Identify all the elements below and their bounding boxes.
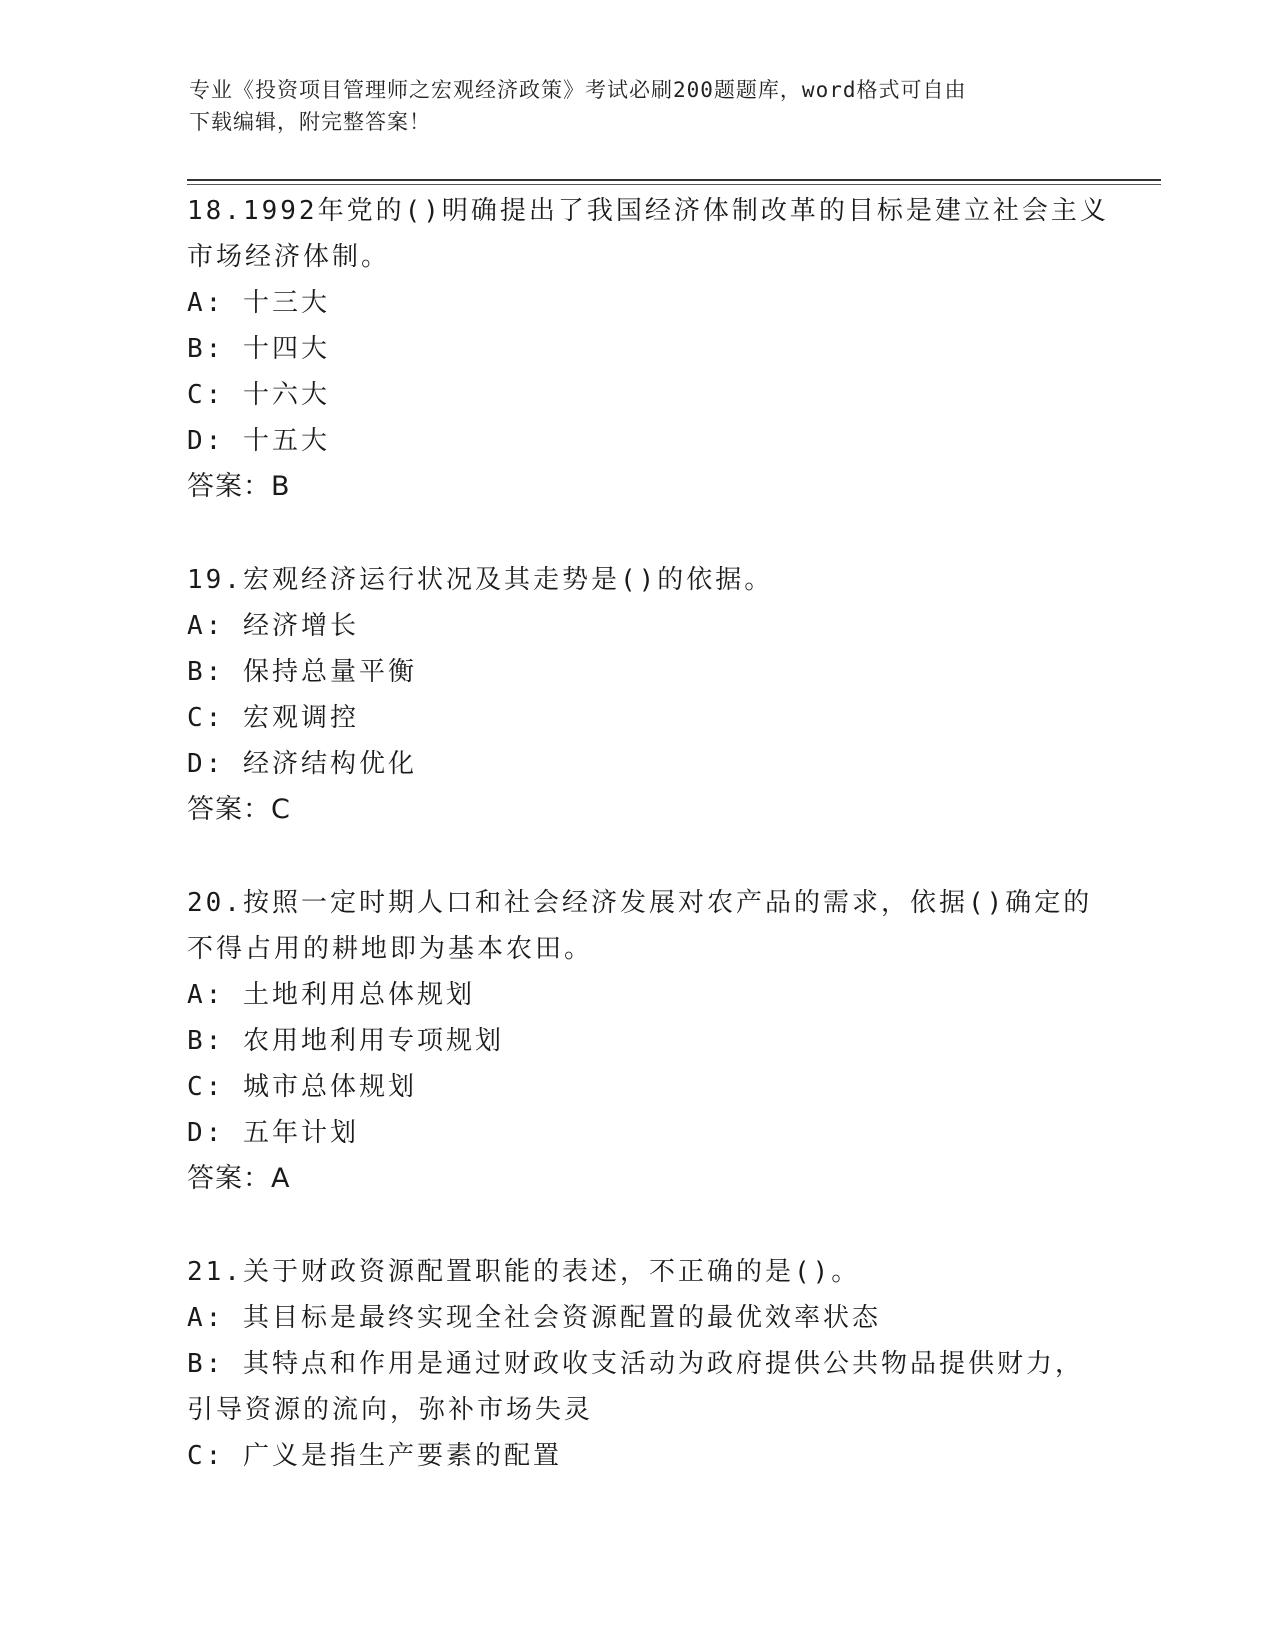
question-text-line: 18.1992年党的()明确提出了我国经济体制改革的目标是建立社会主义 bbox=[187, 196, 1109, 226]
option-a: A: 其目标是最终实现全社会资源配置的最优效率状态 bbox=[187, 1303, 881, 1333]
header-divider-thin bbox=[187, 184, 1161, 185]
answer-line: 答案：B bbox=[187, 471, 291, 502]
answer-line: 答案：A bbox=[187, 1163, 291, 1194]
option-b: B: 保持总量平衡 bbox=[187, 657, 417, 687]
question-text-line: 市场经济体制。 bbox=[187, 242, 391, 272]
option-b: B: 十四大 bbox=[187, 334, 330, 364]
question-21 bbox=[187, 1249, 1087, 1479]
page-header bbox=[189, 74, 1089, 138]
option-c: C: 十六大 bbox=[187, 380, 330, 410]
option-d: D: 十五大 bbox=[187, 426, 330, 456]
option-b: B: 农用地利用专项规划 bbox=[187, 1026, 504, 1056]
option-c: C: 宏观调控 bbox=[187, 703, 359, 733]
option-b: B: 其特点和作用是通过财政收支活动为政府提供公共物品提供财力， bbox=[187, 1349, 1084, 1379]
answer-line: 答案：C bbox=[187, 794, 291, 825]
question-text-line: 不得占用的耕地即为基本农田。 bbox=[187, 934, 594, 964]
question-19 bbox=[187, 557, 1087, 833]
question-text-line: 19.宏观经济运行状况及其走势是()的依据。 bbox=[187, 565, 774, 595]
question-list bbox=[187, 188, 1109, 1479]
option-d: D: 五年计划 bbox=[187, 1118, 359, 1148]
question-20 bbox=[187, 880, 1093, 1202]
option-c: C: 广义是指生产要素的配置 bbox=[187, 1441, 562, 1471]
header-line-1: 专业《投资项目管理师之宏观经济政策》考试必刷200题题库，word格式可自由 bbox=[189, 78, 967, 102]
option-a: A: 土地利用总体规划 bbox=[187, 980, 475, 1010]
option-c: C: 城市总体规划 bbox=[187, 1072, 417, 1102]
header-line-2: 下载编辑，附完整答案！ bbox=[189, 110, 431, 134]
header-divider-thick bbox=[187, 179, 1161, 181]
option-a: A: 经济增长 bbox=[187, 611, 359, 641]
option-d: D: 经济结构优化 bbox=[187, 749, 417, 779]
question-text-line: 20.按照一定时期人口和社会经济发展对农产品的需求，依据()确定的 bbox=[187, 888, 1093, 918]
option-a: A: 十三大 bbox=[187, 288, 330, 318]
question-18 bbox=[187, 188, 1109, 510]
question-text-line: 21.关于财政资源配置职能的表述，不正确的是()。 bbox=[187, 1257, 861, 1287]
option-b-continued: 引导资源的流向，弥补市场失灵 bbox=[187, 1395, 594, 1425]
